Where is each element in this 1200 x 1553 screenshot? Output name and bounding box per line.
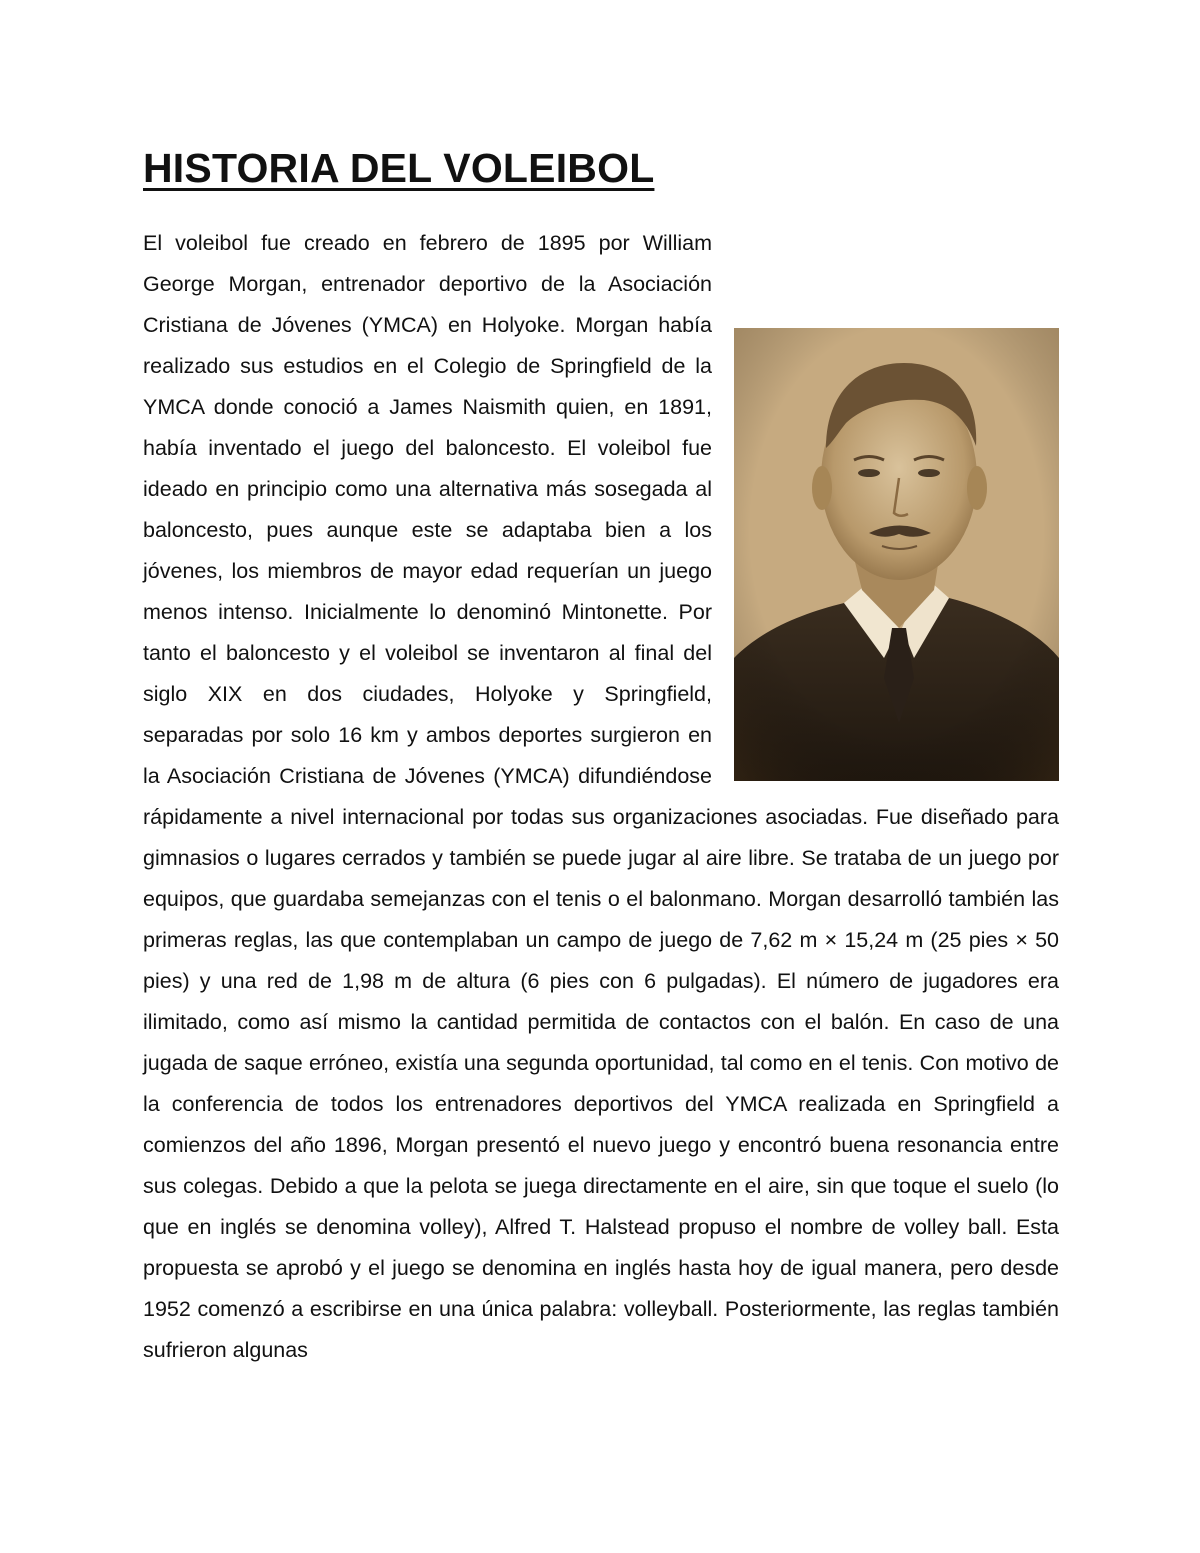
body-paragraph: El voleibol fue creado en febrero de 1895 por William George Morgan, entrenador deportivo de la Asociación Cristiana de Jóvenes (YMCA) en Holyoke. Morgan había realizado sus estudios en el Colegio de Springfield de la YMCA donde conoció a James Naismith quien, en 1891, había inventado el juego del baloncesto. El voleibol fue ideado en principio como una alternativa más sosegada al baloncesto, pues aunque este se adaptaba bien a los jóvenes, los miembros de mayor edad requerían un juego menos intenso. Inicialmente lo denominó Mintonette. Por tanto el baloncesto y el voleibol se inventaron al final del siglo XIX en dos ciudades, Holyoke y Springfield, separadas por solo 16 km y ambos deportes surgieron en la Asociación Cristiana de Jóvenes (YMCA) difundiéndose rápidamente a nivel internacional por todas sus organizaciones asociadas. Fue diseñado para gimnasios o lugares cerrados y también se puede jugar al aire libre. Se trataba de un juego por equipos, que guardaba semejanzas con el tenis o el balonmano. Morgan desarrolló también las primeras reglas, las que contemplaban un campo de juego de 7,62 m × 15,24 m (25 pies × 50 pies) y una red de 1,98 m de altura (6 pies con 6 pulgadas). El número de jugadores era ilimitado, como así mismo la cantidad permitida de contactos con el balón. En caso de una jugada de saque erróneo, existía una segunda oportunidad, tal como en el tenis. Con motivo de la conferencia de todos los entrenadores deportivos del YMCA realizada en Springfield a comienzos del año 1896, Morgan presentó el nuevo juego y encontró buena resonancia entre sus colegas. Debido a que la pelota se juega directamente en el aire, sin que toque el suelo (lo que en inglés se denomina volley), Alfred T. Halstead propuso el nombre de volley ball. Esta propuesta se aprobó y el juego se denomina en inglés hasta hoy de igual manera, pero desde 1952 comenzó a escribirse en una única palabra: volleyball. Posteriormente, las reglas también sufrieron algunas <box>143 231 1059 1362</box>
portrait-photo <box>734 328 1059 781</box>
document-body <box>143 223 1059 1371</box>
document-title: HISTORIA DEL VOLEIBOL <box>143 145 655 191</box>
portrait-illustration <box>734 328 1059 781</box>
